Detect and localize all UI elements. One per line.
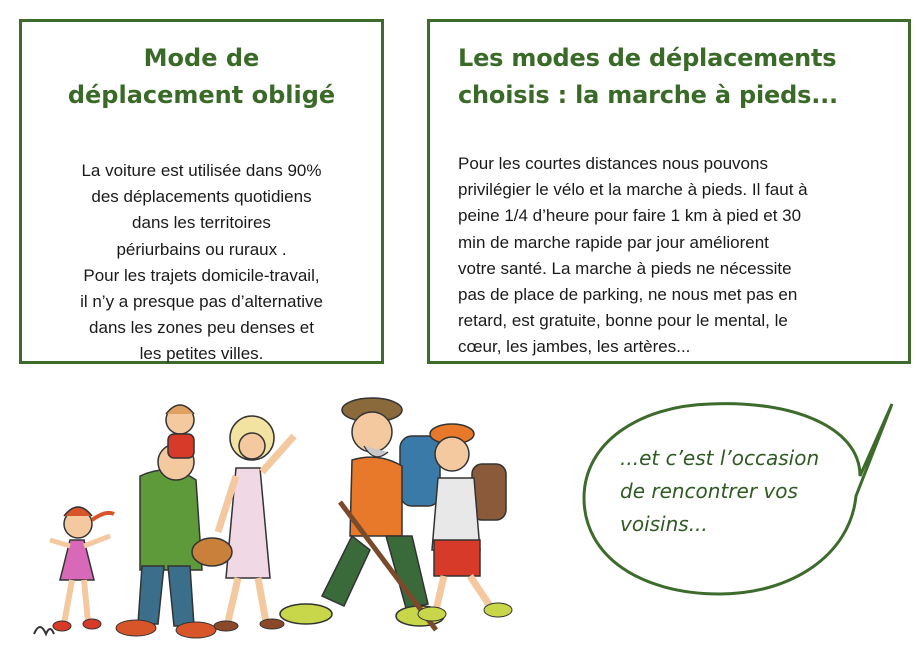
mother-figure bbox=[192, 416, 294, 631]
info-box-mandatory-travel bbox=[19, 19, 384, 364]
speech-bubble-text: ...et c’est l’occasion de rencontrer vos voisins... bbox=[620, 446, 820, 536]
box-body: Pour les courtes distances nous pouvons privilégier le vélo et la marche à pieds. Il faut à peine 1/4 d’heure pour faire 1 km à pied et 30 min de marche rapide par jour améliorent votre santé. La marche à pieds ne nécessite pas de place de parking, ne nous met pas en retard, est gratuite, bonne pour le mental, le cœur, les jambes, les artères... bbox=[458, 154, 808, 357]
info-box-chosen-travel bbox=[427, 19, 911, 364]
walking-family-illustration bbox=[0, 376, 560, 652]
box-title: Les modes de déplacements choisis : la marche à pieds... bbox=[458, 44, 838, 109]
box-body: La voiture est utilisée dans 90% des déplacements quotidiens dans les territoires périurbains ou ruraux . Pour les trajets domicile-travail, il n’y a presque pas d’alternative dans les zones peu denses et les petites villes. bbox=[80, 161, 323, 364]
hiker-figure bbox=[280, 398, 444, 630]
box-title: Mode de déplacement obligé bbox=[67, 44, 336, 109]
girl-figure bbox=[50, 507, 114, 631]
father-figure bbox=[116, 405, 216, 638]
